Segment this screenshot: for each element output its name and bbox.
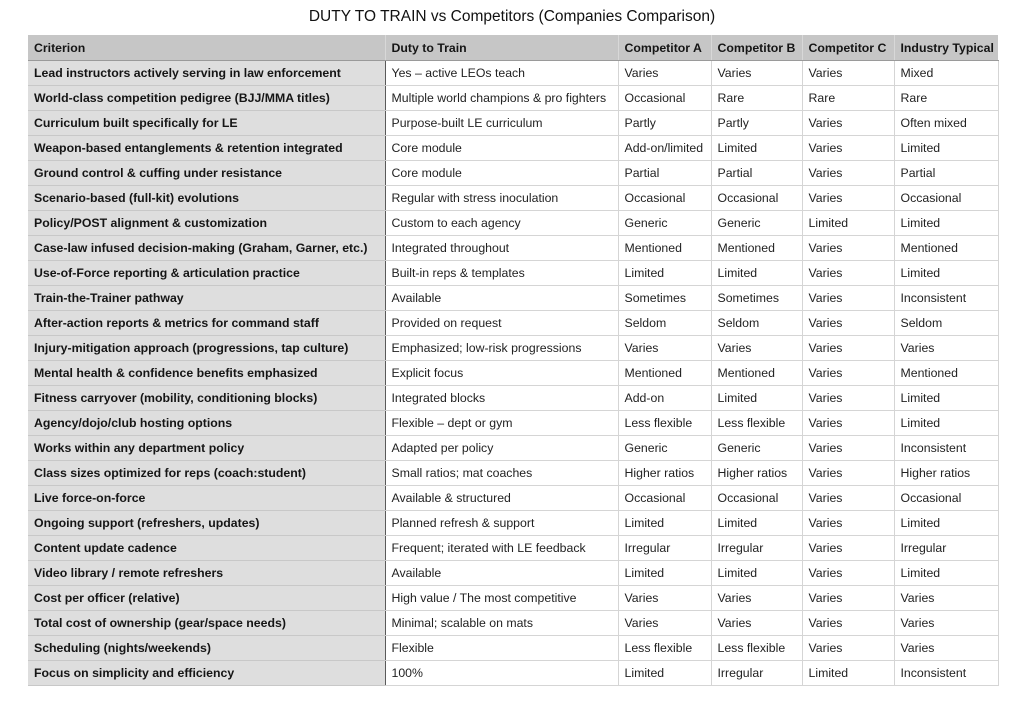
header-competitor-a: Competitor A xyxy=(618,35,711,61)
header-duty-to-train: Duty to Train xyxy=(385,35,618,61)
table-row xyxy=(28,536,998,561)
industry-typical-cell: Rare xyxy=(894,86,998,111)
competitor-a-cell: Seldom xyxy=(618,311,711,336)
competitor-b-cell: Less flexible xyxy=(711,411,802,436)
table-row xyxy=(28,586,998,611)
competitor-c-cell: Varies xyxy=(802,311,894,336)
competitor-b-cell: Irregular xyxy=(711,536,802,561)
criterion-cell: Mental health & confidence benefits emphasized xyxy=(28,361,385,386)
competitor-b-cell: Varies xyxy=(711,611,802,636)
competitor-a-cell: Varies xyxy=(618,61,711,86)
criterion-cell: Policy/POST alignment & customization xyxy=(28,211,385,236)
industry-typical-cell: Partial xyxy=(894,161,998,186)
industry-typical-cell: Seldom xyxy=(894,311,998,336)
competitor-c-cell: Varies xyxy=(802,611,894,636)
competitor-c-cell: Limited xyxy=(802,661,894,686)
competitor-b-cell: Rare xyxy=(711,86,802,111)
industry-typical-cell: Varies xyxy=(894,611,998,636)
duty-to-train-cell: 100% xyxy=(385,661,618,686)
table-row xyxy=(28,561,998,586)
industry-typical-cell: Varies xyxy=(894,336,998,361)
industry-typical-cell: Limited xyxy=(894,561,998,586)
competitor-a-cell: Add-on xyxy=(618,386,711,411)
competitor-c-cell: Varies xyxy=(802,236,894,261)
competitor-a-cell: Limited xyxy=(618,261,711,286)
competitor-a-cell: Less flexible xyxy=(618,411,711,436)
competitor-b-cell: Varies xyxy=(711,61,802,86)
criterion-cell: After-action reports & metrics for command staff xyxy=(28,311,385,336)
industry-typical-cell: Mentioned xyxy=(894,236,998,261)
duty-to-train-cell: High value / The most competitive xyxy=(385,586,618,611)
table-row xyxy=(28,211,998,236)
industry-typical-cell: Limited xyxy=(894,411,998,436)
industry-typical-cell: Inconsistent xyxy=(894,436,998,461)
duty-to-train-cell: Flexible – dept or gym xyxy=(385,411,618,436)
table-row xyxy=(28,261,998,286)
criterion-cell: Live force-on-force xyxy=(28,486,385,511)
competitor-c-cell: Varies xyxy=(802,586,894,611)
competitor-a-cell: Sometimes xyxy=(618,286,711,311)
competitor-a-cell: Partial xyxy=(618,161,711,186)
duty-to-train-cell: Core module xyxy=(385,161,618,186)
industry-typical-cell: Limited xyxy=(894,386,998,411)
competitor-b-cell: Limited xyxy=(711,261,802,286)
industry-typical-cell: Varies xyxy=(894,586,998,611)
competitor-c-cell: Varies xyxy=(802,286,894,311)
duty-to-train-cell: Purpose-built LE curriculum xyxy=(385,111,618,136)
competitor-c-cell: Varies xyxy=(802,461,894,486)
criterion-cell: Case-law infused decision-making (Graham, Garner, etc.) xyxy=(28,236,385,261)
criterion-cell: Works within any department policy xyxy=(28,436,385,461)
table-row xyxy=(28,111,998,136)
competitor-b-cell: Varies xyxy=(711,586,802,611)
competitor-a-cell: Occasional xyxy=(618,186,711,211)
table-row xyxy=(28,361,998,386)
table-row xyxy=(28,436,998,461)
header-industry-typical: Industry Typical xyxy=(894,35,998,61)
competitor-c-cell: Varies xyxy=(802,411,894,436)
criterion-cell: Use-of-Force reporting & articulation practice xyxy=(28,261,385,286)
duty-to-train-cell: Yes – active LEOs teach xyxy=(385,61,618,86)
competitor-a-cell: Mentioned xyxy=(618,361,711,386)
competitor-a-cell: Irregular xyxy=(618,536,711,561)
competitor-b-cell: Irregular xyxy=(711,661,802,686)
criterion-cell: Total cost of ownership (gear/space needs) xyxy=(28,611,385,636)
industry-typical-cell: Occasional xyxy=(894,186,998,211)
competitor-a-cell: Limited xyxy=(618,511,711,536)
competitor-b-cell: Generic xyxy=(711,211,802,236)
table-row xyxy=(28,661,998,686)
duty-to-train-cell: Emphasized; low-risk progressions xyxy=(385,336,618,361)
industry-typical-cell: Occasional xyxy=(894,486,998,511)
table-row xyxy=(28,186,998,211)
competitor-c-cell: Limited xyxy=(802,211,894,236)
competitor-a-cell: Varies xyxy=(618,586,711,611)
competitor-a-cell: Less flexible xyxy=(618,636,711,661)
industry-typical-cell: Mixed xyxy=(894,61,998,86)
table-row xyxy=(28,611,998,636)
competitor-c-cell: Varies xyxy=(802,486,894,511)
industry-typical-cell: Often mixed xyxy=(894,111,998,136)
table-row xyxy=(28,236,998,261)
duty-to-train-cell: Provided on request xyxy=(385,311,618,336)
table-row xyxy=(28,386,998,411)
competitor-c-cell: Varies xyxy=(802,361,894,386)
competitor-b-cell: Sometimes xyxy=(711,286,802,311)
competitor-b-cell: Mentioned xyxy=(711,361,802,386)
duty-to-train-cell: Minimal; scalable on mats xyxy=(385,611,618,636)
criterion-cell: Scheduling (nights/weekends) xyxy=(28,636,385,661)
competitor-b-cell: Limited xyxy=(711,561,802,586)
competitor-c-cell: Varies xyxy=(802,136,894,161)
page-title: DUTY TO TRAIN vs Competitors (Companies Comparison) xyxy=(308,8,716,25)
duty-to-train-cell: Multiple world champions & pro fighters xyxy=(385,86,618,111)
competitor-b-cell: Occasional xyxy=(711,186,802,211)
duty-to-train-cell: Core module xyxy=(385,136,618,161)
duty-to-train-cell: Planned refresh & support xyxy=(385,511,618,536)
duty-to-train-cell: Integrated blocks xyxy=(385,386,618,411)
competitor-a-cell: Varies xyxy=(618,336,711,361)
criterion-cell: Train-the-Trainer pathway xyxy=(28,286,385,311)
competitor-a-cell: Varies xyxy=(618,611,711,636)
table-row xyxy=(28,61,998,86)
competitor-b-cell: Limited xyxy=(711,136,802,161)
competitor-c-cell: Varies xyxy=(802,111,894,136)
table-row xyxy=(28,461,998,486)
header-competitor-b: Competitor B xyxy=(711,35,802,61)
industry-typical-cell: Inconsistent xyxy=(894,286,998,311)
competitor-b-cell: Partial xyxy=(711,161,802,186)
industry-typical-cell: Limited xyxy=(894,511,998,536)
table-row xyxy=(28,311,998,336)
industry-typical-cell: Limited xyxy=(894,211,998,236)
header-competitor-c: Competitor C xyxy=(802,35,894,61)
criterion-cell: Injury-mitigation approach (progressions, tap culture) xyxy=(28,336,385,361)
criterion-cell: Content update cadence xyxy=(28,536,385,561)
competitor-b-cell: Partly xyxy=(711,111,802,136)
competitor-a-cell: Mentioned xyxy=(618,236,711,261)
competitor-c-cell: Varies xyxy=(802,561,894,586)
competitor-a-cell: Occasional xyxy=(618,86,711,111)
criterion-cell: Lead instructors actively serving in law enforcement xyxy=(28,61,385,86)
competitor-a-cell: Partly xyxy=(618,111,711,136)
industry-typical-cell: Inconsistent xyxy=(894,661,998,686)
criterion-cell: Ground control & cuffing under resistance xyxy=(28,161,385,186)
criterion-cell: Focus on simplicity and efficiency xyxy=(28,661,385,686)
competitor-a-cell: Limited xyxy=(618,561,711,586)
competitor-c-cell: Varies xyxy=(802,161,894,186)
competitor-b-cell: Generic xyxy=(711,436,802,461)
duty-to-train-cell: Available xyxy=(385,561,618,586)
competitor-a-cell: Occasional xyxy=(618,486,711,511)
industry-typical-cell: Limited xyxy=(894,136,998,161)
competitor-a-cell: Limited xyxy=(618,661,711,686)
duty-to-train-cell: Built-in reps & templates xyxy=(385,261,618,286)
competitor-a-cell: Add-on/limited xyxy=(618,136,711,161)
criterion-cell: Class sizes optimized for reps (coach:student) xyxy=(28,461,385,486)
competitor-c-cell: Varies xyxy=(802,261,894,286)
duty-to-train-cell: Explicit focus xyxy=(385,361,618,386)
competitor-c-cell: Varies xyxy=(802,536,894,561)
criterion-cell: Agency/dojo/club hosting options xyxy=(28,411,385,436)
duty-to-train-cell: Flexible xyxy=(385,636,618,661)
criterion-cell: Fitness carryover (mobility, conditioning blocks) xyxy=(28,386,385,411)
duty-to-train-cell: Custom to each agency xyxy=(385,211,618,236)
criterion-cell: Ongoing support (refreshers, updates) xyxy=(28,511,385,536)
criterion-cell: Scenario-based (full-kit) evolutions xyxy=(28,186,385,211)
competitor-c-cell: Varies xyxy=(802,61,894,86)
duty-to-train-cell: Adapted per policy xyxy=(385,436,618,461)
table-row xyxy=(28,411,998,436)
duty-to-train-cell: Small ratios; mat coaches xyxy=(385,461,618,486)
table-row xyxy=(28,486,998,511)
criterion-cell: Video library / remote refreshers xyxy=(28,561,385,586)
duty-to-train-cell: Integrated throughout xyxy=(385,236,618,261)
competitor-b-cell: Limited xyxy=(711,511,802,536)
competitor-a-cell: Generic xyxy=(618,211,711,236)
competitor-c-cell: Rare xyxy=(802,86,894,111)
competitor-a-cell: Higher ratios xyxy=(618,461,711,486)
duty-to-train-cell: Available & structured xyxy=(385,486,618,511)
duty-to-train-cell: Regular with stress inoculation xyxy=(385,186,618,211)
duty-to-train-cell: Frequent; iterated with LE feedback xyxy=(385,536,618,561)
comparison-table xyxy=(28,35,999,686)
criterion-cell: Curriculum built specifically for LE xyxy=(28,111,385,136)
competitor-c-cell: Varies xyxy=(802,386,894,411)
industry-typical-cell: Mentioned xyxy=(894,361,998,386)
table-row xyxy=(28,286,998,311)
competitor-c-cell: Varies xyxy=(802,336,894,361)
competitor-b-cell: Higher ratios xyxy=(711,461,802,486)
competitor-b-cell: Varies xyxy=(711,336,802,361)
industry-typical-cell: Limited xyxy=(894,261,998,286)
industry-typical-cell: Varies xyxy=(894,636,998,661)
competitor-c-cell: Varies xyxy=(802,436,894,461)
industry-typical-cell: Irregular xyxy=(894,536,998,561)
criterion-cell: World-class competition pedigree (BJJ/MMA titles) xyxy=(28,86,385,111)
header-criterion: Criterion xyxy=(28,35,385,61)
competitor-b-cell: Mentioned xyxy=(711,236,802,261)
table-row xyxy=(28,136,998,161)
competitor-b-cell: Limited xyxy=(711,386,802,411)
table-row xyxy=(28,636,998,661)
competitor-c-cell: Varies xyxy=(802,186,894,211)
criterion-cell: Cost per officer (relative) xyxy=(28,586,385,611)
competitor-c-cell: Varies xyxy=(802,511,894,536)
competitor-a-cell: Generic xyxy=(618,436,711,461)
table-body xyxy=(28,61,998,686)
criterion-cell: Weapon-based entanglements & retention integrated xyxy=(28,136,385,161)
competitor-b-cell: Seldom xyxy=(711,311,802,336)
competitor-c-cell: Varies xyxy=(802,636,894,661)
duty-to-train-cell: Available xyxy=(385,286,618,311)
competitor-b-cell: Less flexible xyxy=(711,636,802,661)
table-row xyxy=(28,336,998,361)
industry-typical-cell: Higher ratios xyxy=(894,461,998,486)
table-row xyxy=(28,86,998,111)
competitor-b-cell: Occasional xyxy=(711,486,802,511)
table-row xyxy=(28,161,998,186)
table-row xyxy=(28,511,998,536)
header-row xyxy=(28,35,998,61)
